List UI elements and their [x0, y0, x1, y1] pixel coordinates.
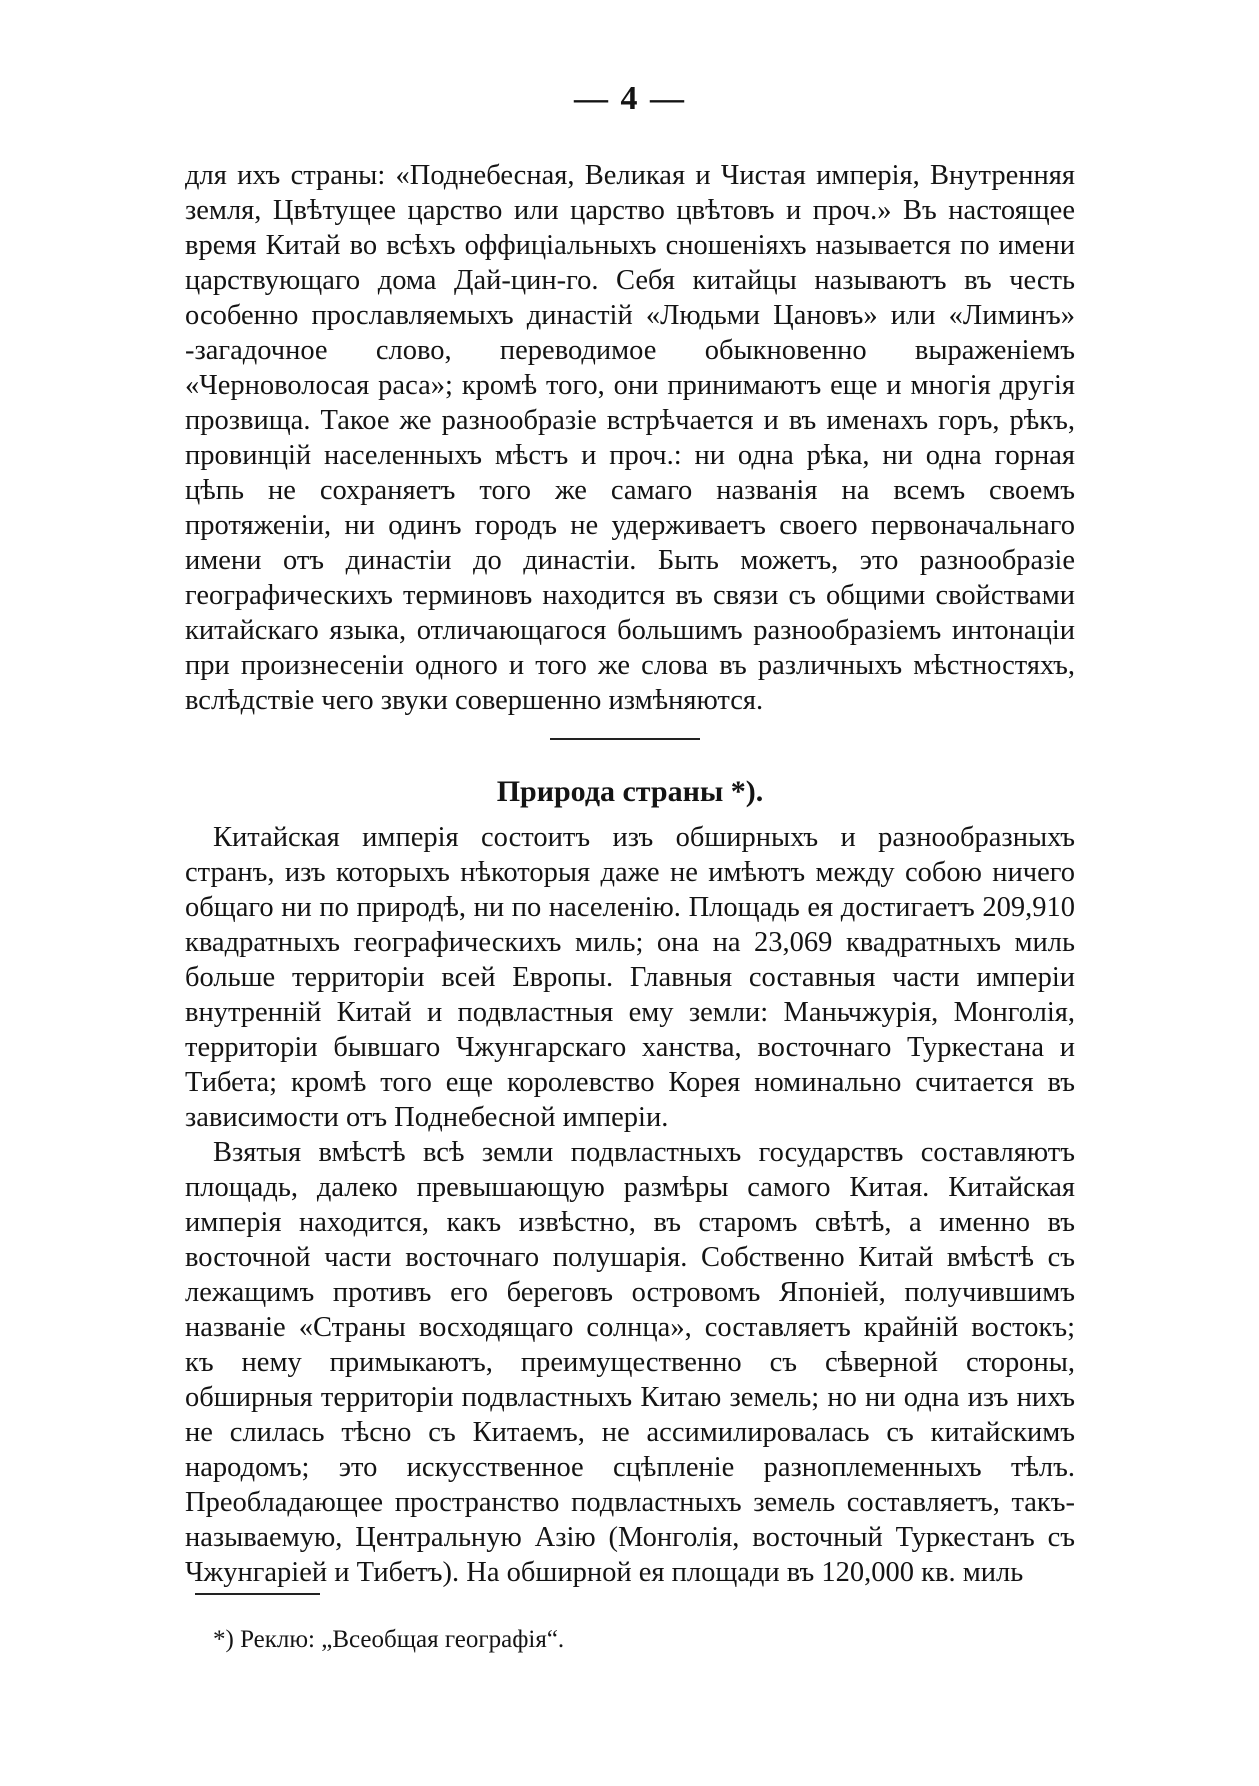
section-divider — [550, 738, 700, 740]
paragraph: Взятыя вмѣстѣ всѣ земли подвластныхъ государствъ составляютъ площадь, далеко превышающую размѣры самого Китая. Китайская имперія находится, какъ извѣстно, въ старомъ свѣтѣ, а именно въ восточной части восточнаго полушарія. Собственно Китай вмѣстѣ съ лежащимъ противъ его береговъ островомъ Японіей, получившимъ названіе «Страны восходящаго солнца», составляетъ крайній востокъ; къ нему примыкаютъ, преимущественно съ сѣверной стороны, обширныя территоріи подвластныхъ Китаю земель; но ни одна изъ нихъ не слилась тѣсно съ Китаемъ, не ассимилировалась съ китайскимъ народомъ; это искусственное сцѣпленіе разноплеменныхъ тѣлъ. Преобладающее пространство подвластныхъ земель составляетъ, такъ-называемую, Центральную Азію (Монголія, восточный Туркестанъ съ Чжунгаріей и Тибетъ). На обширной ея площади въ 120,000 кв. миль — [185, 1137, 1075, 1588]
paragraph: Китайская имперія состоитъ изъ обширныхъ и разнообразныхъ странъ, изъ которыхъ нѣкоторыя даже не имѣютъ между собою ничего общаго ни по природѣ, ни по населенію. Площадь ея достигаетъ 209,910 квадратныхъ географическихъ миль; она на 23,069 квадратныхъ миль больше территоріи всей Европы. Главныя составныя части имперіи внутренній Китай и подвластныя ему земли: Маньчжурія, Монголія, территоріи бывшаго Чжунгарскаго ханства, восточнаго Туркестана и Тибета; кромѣ того еще королевство Корея номинально считается въ зависимости отъ Поднебесной имперіи. — [185, 822, 1075, 1133]
section-body — [185, 820, 1075, 1590]
book-page — [185, 0, 1075, 1786]
section-heading: Природа страны *). — [496, 775, 764, 808]
footnote: *) Реклю: „Всеобщая географія“. — [213, 1626, 565, 1653]
page-number: — 4 — — [574, 80, 686, 117]
continued-paragraph-block — [185, 158, 1075, 718]
paragraph: для ихъ страны: «Поднебесная, Великая и Чистая имперія, Внутренняя земля, Цвѣтущее царство или царство цвѣтовъ и проч.» Въ настоящее время Китай во всѣхъ оффиціальныхъ сношеніяхъ называется по имени царствующаго дома Дай-цин-го. Себя китайцы называютъ въ честь особенно прославляемыхъ династій «Людьми Цановъ» или «Лиминъ» -загадочное слово, переводимое обыкновенно выраженіемъ «Черноволосая раса»; кромѣ того, они принимаютъ еще и многія другія прозвища. Такое же разнообразіе встрѣчается и въ именахъ горъ, рѣкъ, провинцій населенныхъ мѣстъ и проч.: ни одна рѣка, ни одна горная цѣпь не сохраняетъ того же самаго названія на всемъ своемъ протяженіи, ни одинъ городъ не удерживаетъ своего первоначальнаго имени отъ династіи до династіи. Быть можетъ, это разнообразіе географическихъ терминовъ находится въ связи съ общими свойствами китайскаго языка, отличающагося большимъ разнообразіемъ интонаціи при произнесеніи одного и того же слова въ различныхъ мѣстностяхъ, вслѣдствіе чего звуки совершенно измѣняются. — [185, 160, 1075, 716]
footnote-divider — [195, 1593, 320, 1595]
